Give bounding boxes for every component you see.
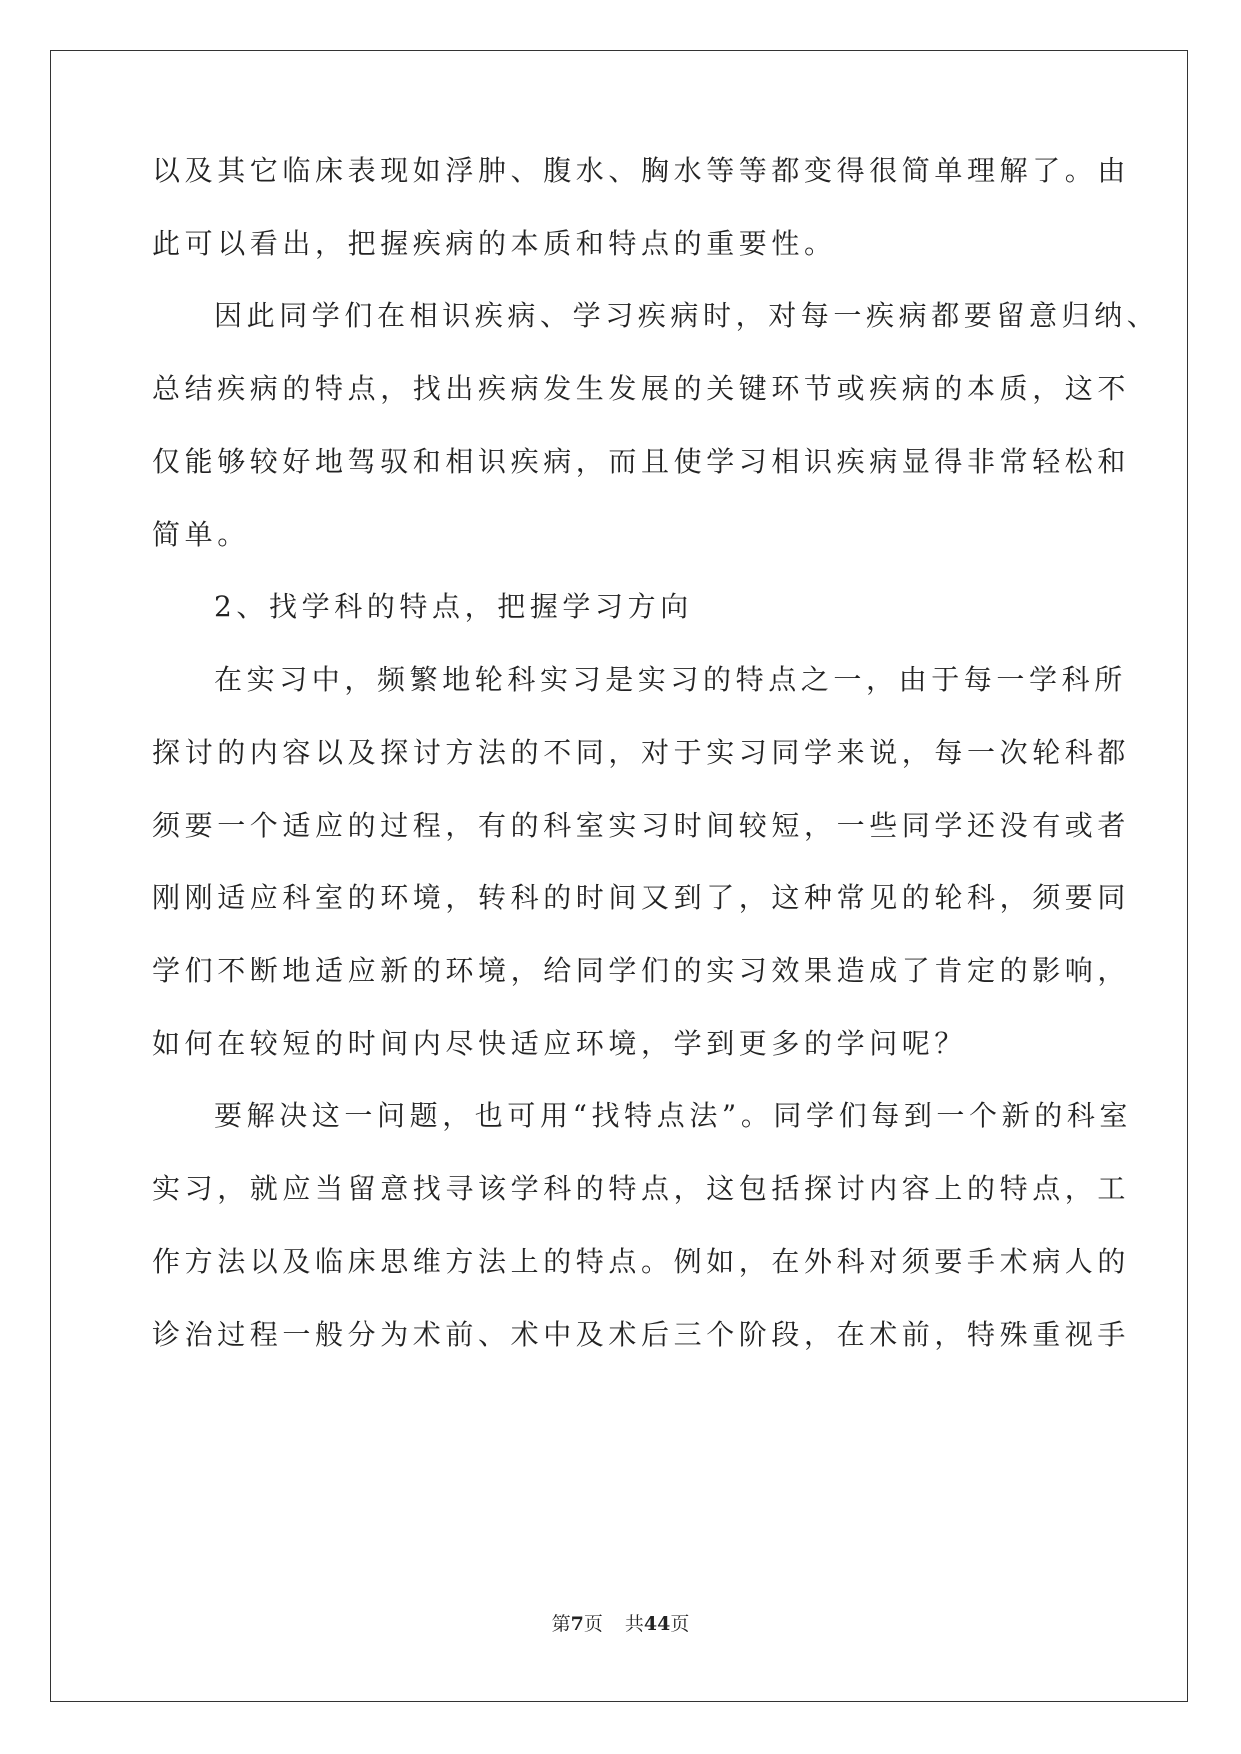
footer-prefix: 第	[551, 1613, 571, 1635]
text-line: 简单。	[152, 518, 250, 551]
footer-total-prefix: 共	[624, 1613, 644, 1635]
paragraph-first-line: 要解决这一问题，也可用“找特点法”。同学们每到一个新的科室	[214, 1099, 1133, 1132]
text-line: 探讨的内容以及探讨方法的不同，对于实习同学来说，每一次轮科都	[152, 736, 1131, 769]
footer-total-suffix: 页	[670, 1613, 690, 1635]
text-line: 此可以看出，把握疾病的本质和特点的重要性。	[152, 227, 837, 260]
section-heading: 2、找学科的特点，把握学习方向	[214, 590, 693, 623]
page-number: 7	[570, 1613, 584, 1635]
text-line: 以及其它临床表现如浮肿、腹水、胸水等等都变得很简单理解了。由	[152, 154, 1131, 187]
text-line: 实习，就应当留意找寻该学科的特点，这包括探讨内容上的特点，工	[152, 1172, 1131, 1205]
footer-page-suffix: 页	[583, 1613, 603, 1635]
text-line: 学们不断地适应新的环境，给同学们的实习效果造成了肯定的影响，	[152, 954, 1131, 987]
text-line: 须要一个适应的过程，有的科室实习时间较短，一些同学还没有或者	[152, 809, 1131, 842]
page-footer	[0, 1611, 1241, 1637]
text-line: 作方法以及临床思维方法上的特点。例如，在外科对须要手术病人的	[152, 1245, 1131, 1278]
text-line: 如何在较短的时间内尽快适应环境，学到更多的学问呢？	[152, 1027, 968, 1060]
text-line: 刚刚适应科室的环境，转科的时间又到了，这种常见的轮科，须要同	[152, 881, 1131, 914]
text-line: 仅能够较好地驾驭和相识疾病，而且使学习相识疾病显得非常轻松和	[152, 445, 1131, 478]
total-pages: 44	[643, 1613, 671, 1635]
paragraph-first-line: 因此同学们在相识疾病、学习疾病时，对每一疾病都要留意归纳、	[214, 299, 1160, 332]
text-line: 总结疾病的特点，找出疾病发生发展的关键环节或疾病的本质，这不	[152, 372, 1131, 405]
paragraph-first-line: 在实习中，频繁地轮科实习是实习的特点之一，由于每一学科所	[214, 663, 1127, 696]
text-line: 诊治过程一般分为术前、术中及术后三个阶段，在术前，特殊重视手	[152, 1318, 1131, 1351]
